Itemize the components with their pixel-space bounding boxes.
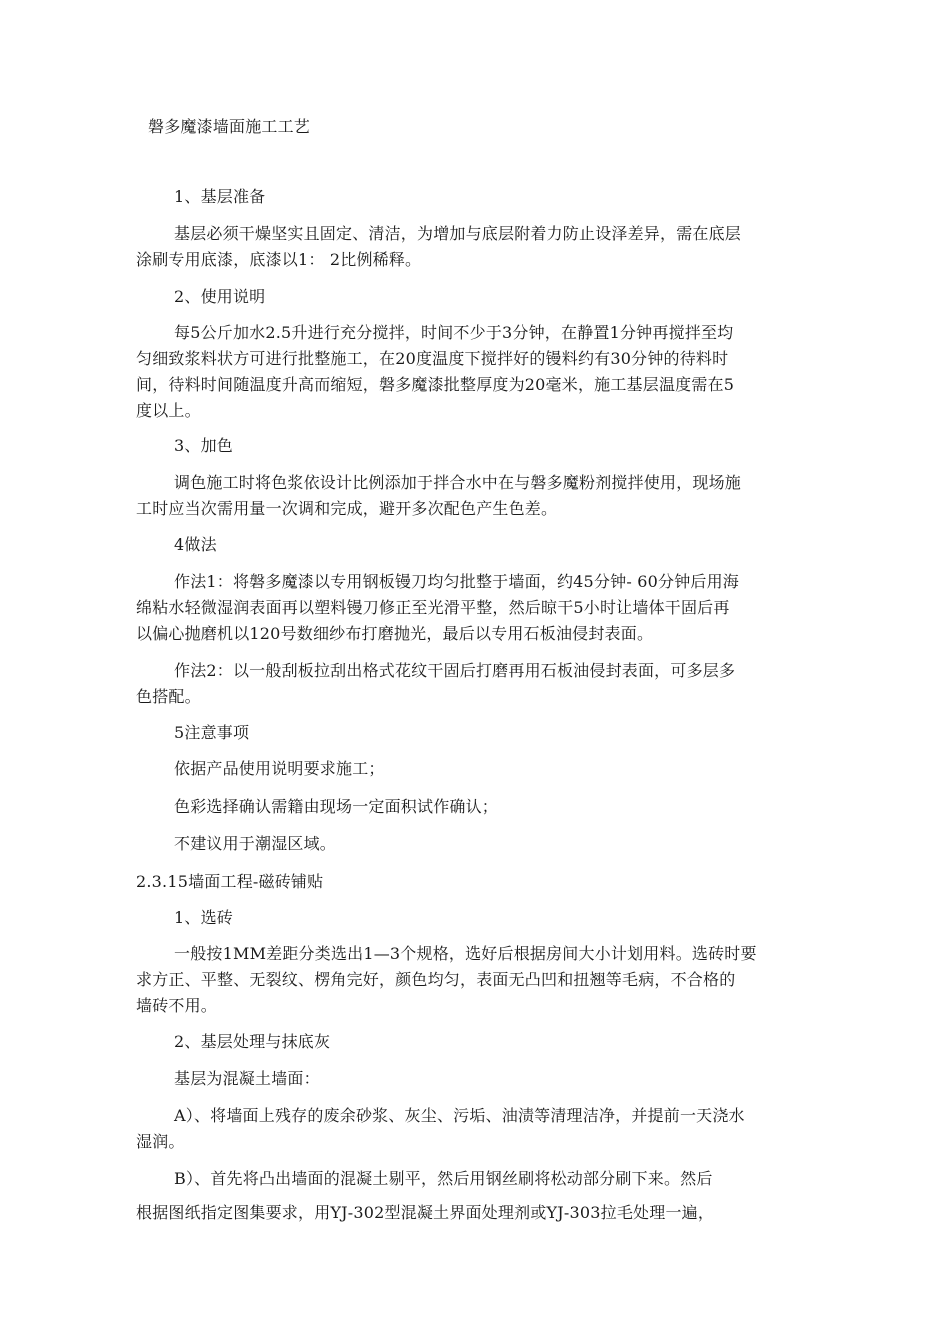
section-heading: 3、加色 xyxy=(174,436,233,455)
paragraph-line: 以偏心抛磨机以120号数细纱布打磨抛光，最后以专用石板油侵封表面。 xyxy=(136,624,654,643)
section-heading: 4做法 xyxy=(174,535,217,554)
paragraph-line: 每5公斤加水2.5升进行充分搅拌，时间不少于3分钟，在静置1分钟再搅拌至均 xyxy=(174,323,734,342)
section-title: 2.3.15墙面工程-磁砖铺贴 xyxy=(136,872,324,891)
paragraph-line: 调色施工时将色浆依设计比例添加于拌合水中在与磐多魔粉剂搅拌使用，现场施 xyxy=(174,473,742,492)
paragraph-line: 度以上。 xyxy=(136,401,201,420)
paragraph-line: 作法2：以一般刮板拉刮出格式花纹干固后打磨再用石板油侵封表面，可多层多 xyxy=(174,661,736,680)
document-title: 磐多魔漆墙面施工工艺 xyxy=(148,117,311,136)
paragraph-line: 湿润。 xyxy=(136,1132,185,1151)
paragraph-line: 色搭配。 xyxy=(136,687,201,706)
section-heading: 2、使用说明 xyxy=(174,287,266,306)
section-heading: 2、基层处理与抹底灰 xyxy=(174,1032,331,1051)
paragraph-line: 间，待料时间随温度升高而缩短，磐多魔漆批整厚度为20毫米，施工基层温度需在5 xyxy=(136,375,735,394)
paragraph-line: 依据产品使用说明要求施工； xyxy=(174,759,385,778)
paragraph-line: 色彩选择确认需籍由现场一定面积试作确认； xyxy=(174,797,499,816)
paragraph-line: 匀细致浆料状方可进行批整施工，在20度温度下搅拌好的镘料约有30分钟的待料时 xyxy=(136,349,729,368)
paragraph-line: 一般按1MM差距分类选出1—3个规格，选好后根据房间大小计划用料。选砖时要 xyxy=(174,944,757,963)
paragraph-line: 不建议用于潮湿区域。 xyxy=(174,834,337,853)
section-heading: 1、基层准备 xyxy=(174,187,266,206)
paragraph-line: 根据图纸指定图集要求，用YJ-302型混凝土界面处理剂或YJ-303拉毛处理一遍， xyxy=(136,1203,715,1222)
paragraph-line: 墙砖不用。 xyxy=(136,996,218,1015)
paragraph-line: 绵粘水轻微湿润表面再以塑料镘刀修正至光滑平整，然后晾干5小时让墙体干固后再 xyxy=(136,598,730,617)
paragraph-line: 基层为混凝土墙面： xyxy=(174,1069,320,1088)
section-heading: 1、选砖 xyxy=(174,908,233,927)
paragraph-line: 工时应当次需用量一次调和完成，避开多次配色产生色差。 xyxy=(136,499,558,518)
paragraph-line: 作法1：将磐多魔漆以专用钢板镘刀均匀批整于墙面，约45分钟- 60分钟后用海 xyxy=(174,572,739,591)
paragraph-line: A）、将墙面上残存的废余砂浆、灰尘、污垢、油渍等清理洁净，并提前一天浇水 xyxy=(174,1106,745,1125)
paragraph-line: 涂刷专用底漆，底漆以1： 2比例稀释。 xyxy=(136,250,422,269)
paragraph-line: B）、首先将凸出墙面的混凝土剔平，然后用钢丝刷将松动部分刷下来。然后 xyxy=(174,1169,713,1188)
paragraph-line: 求方正、平整、无裂纹、楞角完好，颜色均匀，表面无凸凹和扭翘等毛病，不合格的 xyxy=(136,970,736,989)
paragraph-line: 基层必须干燥坚实且固定、清洁，为增加与底层附着力防止设泽差异，需在底层 xyxy=(174,224,742,243)
section-heading: 5注意事项 xyxy=(174,723,250,742)
